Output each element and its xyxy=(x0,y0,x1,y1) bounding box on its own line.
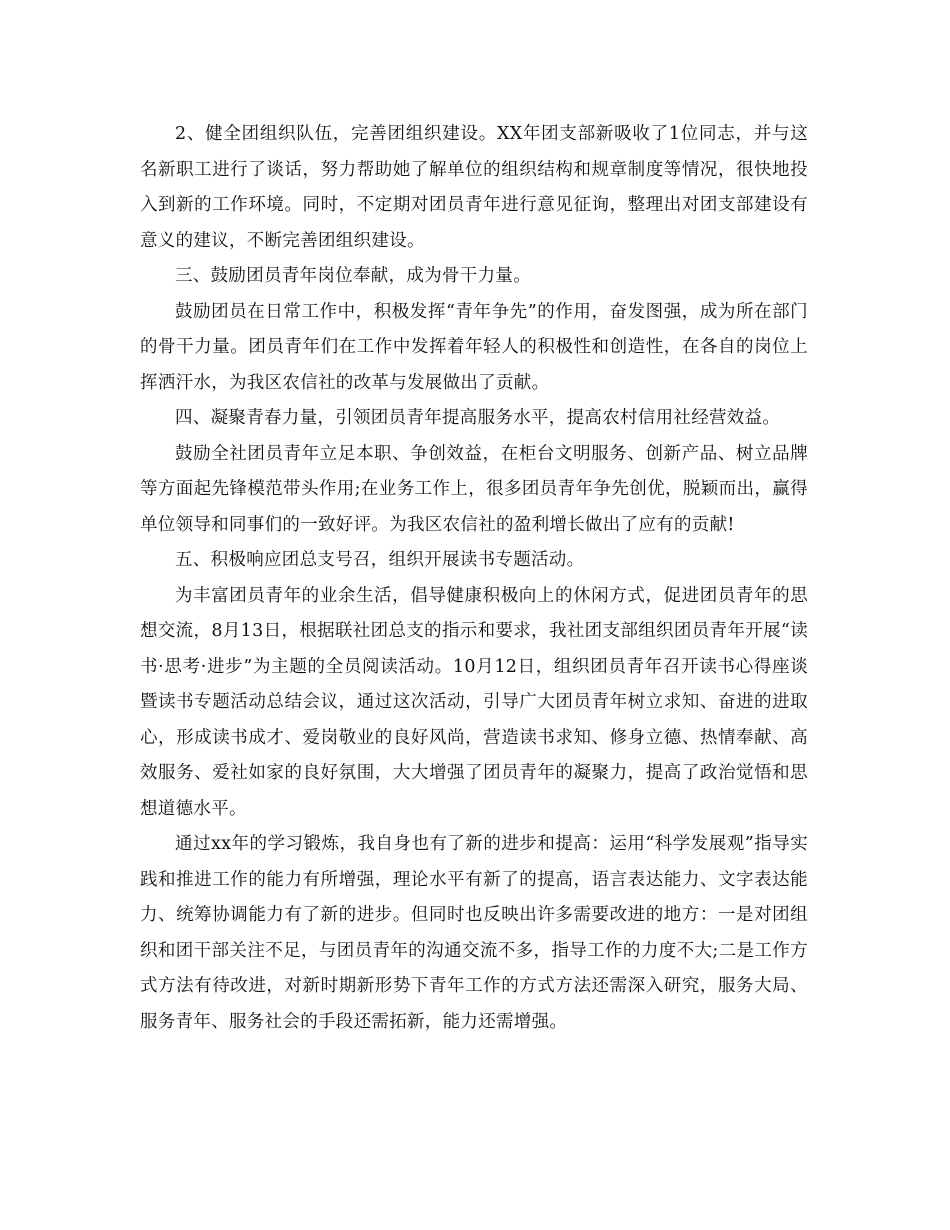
paragraph-team-building: 2、健全团组织队伍，完善团组织建设。XX年团支部新吸收了1位同志，并与这名新职工进行了谈话，努力帮助她了解单位的组织结构和规章制度等情况，很快地投入到新的工作环境。同时，不定期对团员青年进行意见征询，整理出对团支部建设有意义的建议，不断完善团组织建设。 xyxy=(140,124,808,251)
section-heading-five: 五、积极响应团总支号召，组织开展读书专题活动。 xyxy=(175,550,585,570)
section-heading-three: 三、鼓励团员青年岗位奉献，成为骨干力量。 xyxy=(175,266,531,286)
paragraph-self-summary: 通过xx年的学习锻炼，我自身也有了新的进步和提高：运用“科学发展观”指导实践和推进工作的能力有所增强，理论水平有新了的提高，语言表达能力、文字表达能力、统筹协调能力有了新的进步。但同时也反映出许多需要改进的地方：一是对团组织和团干部关注不足，与团员青年的沟通交流不多，指导工作的力度不大;二是工作方式方法有待改进，对新时期新形势下青年工作的方式方法还需深入研究，服务大局、服务青年、服务社会的手段还需拓新，能力还需增强。 xyxy=(140,834,808,1032)
paragraph-reading-activity: 为丰富团员青年的业余生活，倡导健康积极向上的休闲方式，促进团员青年的思想交流，8月13日，根据联社团总支的指示和要求，我社团支部组织团员青年开展“读书·思考·进步”为主题的全员阅读活动。10月12日，组织团员青年召开读书心得座谈暨读书专题活动总结会议，通过这次活动，引导广大团员青年树立求知、奋进的进取心，形成读书成才、爱岗敬业的良好风尚，营造读书求知、修身立德、热情奉献、高效服务、爱社如家的良好氛围，大大增强了团员青年的凝聚力，提高了政治觉悟和思想道德水平。 xyxy=(140,585,808,819)
document-body xyxy=(140,117,808,1040)
paragraph-backbone: 鼓励团员在日常工作中，积极发挥“青年争先”的作用，奋发图强，成为所在部门的骨干力量。团员青年们在工作中发挥着年轻人的积极性和创造性，在各自的岗位上挥洒汗水，为我区农信社的改革与发展做出了贡献。 xyxy=(140,301,808,393)
section-heading-four: 四、凝聚青春力量，引领团员青年提高服务水平，提高农村信用社经营效益。 xyxy=(175,408,781,428)
paragraph-service-level: 鼓励全社团员青年立足本职、争创效益，在柜台文明服务、创新产品、树立品牌等方面起先锋模范带头作用;在业务工作上，很多团员青年争先创优，脱颖而出，赢得单位领导和同事们的一致好评。为我区农信社的盈利增长做出了应有的贡献! xyxy=(140,443,808,535)
